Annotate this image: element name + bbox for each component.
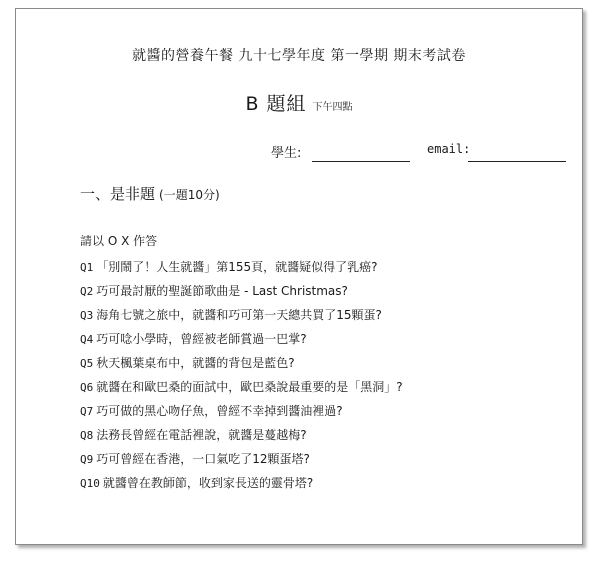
question-number: Q6 [80, 381, 94, 394]
question-text: 巧可最討厭的聖誕節歌曲是 - Last Christmas? [96, 284, 348, 298]
question-item [80, 427, 403, 451]
group-heading [16, 89, 582, 116]
question-number: Q1 [80, 261, 94, 274]
question-text: 法務長曾經在電話裡說，就醬是蔓越梅? [96, 428, 307, 442]
question-text: 巧可曾經在香港，一口氣吃了12顆蛋塔? [96, 452, 310, 466]
question-text: 秋天楓葉桌布中，就醬的背包是藍色? [96, 356, 295, 370]
question-number: Q2 [80, 285, 94, 298]
email-blank[interactable] [468, 161, 566, 162]
question-number: Q9 [80, 453, 94, 466]
section-note: (一題10分) [159, 188, 220, 202]
question-item [80, 283, 403, 307]
question-number: Q3 [80, 309, 94, 322]
question-item [80, 475, 403, 499]
question-item [80, 379, 403, 403]
section-title: 一、是非題 [80, 185, 156, 203]
student-name-blank[interactable] [312, 161, 410, 162]
question-text: 就醬在和歐巴桑的面試中，歐巴桑說最重要的是「黑洞」? [96, 380, 403, 394]
question-text: 「別鬧了！人生就醬」第155頁，就醬疑似得了乳癌? [96, 260, 378, 274]
question-number: Q8 [80, 429, 94, 442]
question-list [80, 259, 403, 499]
question-number: Q7 [80, 405, 94, 418]
student-info-row [16, 139, 582, 163]
question-text: 就醬曾在教師節，收到家長送的靈骨塔? [102, 476, 314, 490]
question-item [80, 259, 403, 283]
question-text: 海角七號之旅中，就醬和巧可第一天總共買了15顆蛋? [96, 308, 382, 322]
exam-paper [15, 8, 583, 545]
email-label: email: [427, 142, 471, 156]
exam-title: 就醬的營養午餐 九十七學年度 第一學期 期末考試卷 [132, 48, 466, 64]
instruction-text: 請以 O X 作答 [80, 234, 158, 248]
question-number: Q5 [80, 357, 94, 370]
student-label: 學生: [271, 146, 302, 161]
question-item [80, 355, 403, 379]
question-item [80, 307, 403, 331]
exam-time: 下午四點 [312, 102, 353, 113]
question-item [80, 403, 403, 427]
question-text: 巧可做的黑心吻仔魚，曾經不幸掉到醬油裡過? [96, 404, 343, 418]
section-heading [80, 183, 220, 204]
question-item [80, 451, 403, 475]
question-item [80, 331, 403, 355]
question-text: 巧可唸小學時，曾經被老師賞過一巴掌? [96, 332, 307, 346]
question-number: Q4 [80, 333, 94, 346]
question-number: Q10 [80, 477, 100, 490]
group-title: B 題組 [245, 93, 307, 115]
